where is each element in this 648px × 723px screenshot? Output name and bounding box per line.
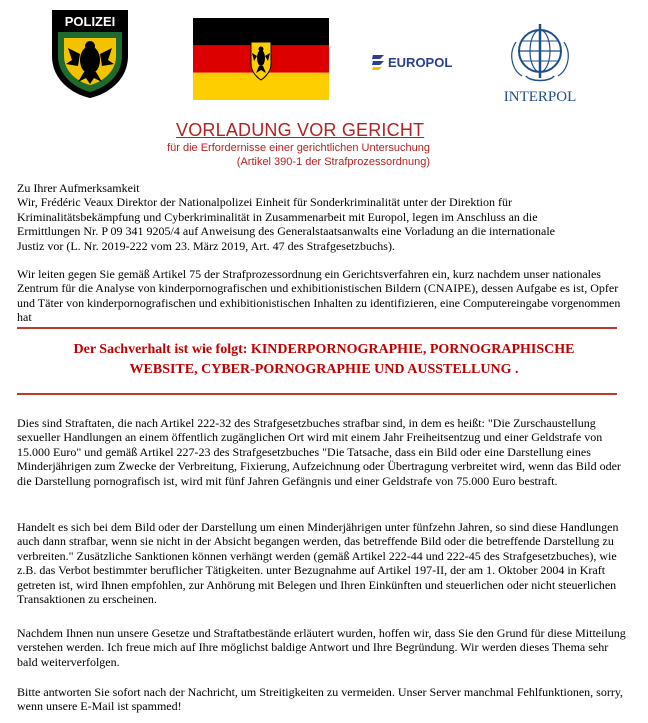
attention-line: Justiz vor (L. Nr. 2019-222 vom 23. März 2019, Art. 47 des Strafgesetzbuchs). [17,238,395,253]
facts-line: Der Sachverhalt ist wie folgt: KINDERPORNOGRAPHIE, PORNOGRAPHISCHE [73,342,575,357]
attention-line: Wir, Frédéric Veaux Direktor der Nationalpolizei Einheit für Sonderkriminalität unter der Direktion für [17,195,512,210]
divider-top [17,327,617,329]
followup-paragraph: Nachdem Ihnen nun unsere Gesetze und Straftatbestände erläutert wurden, hoffen wir, dass Sie den Grund für diese Mitteilung verstehen werden. Ich freue mich auf Ihre möglichst baldige Antwort und Ihre Begründung. Wir werden dieses Thema sehr bald weiterverfolgen. [17,626,626,669]
offenses-paragraph: Dies sind Straftaten, die nach Artikel 222-32 des Strafgesetzbuches strafbar sind, in dem es heißt: "Die Zurschaustellung sexueller Handlungen an einem öffentlich zugänglichen Ort wird mit einem Jahr Freiheitsentzug und einer Geldstrafe von 15.000 Euro" und gemäß Artikel 227-23 des Strafgesetzbuches "Die Tatsache, dass ein Bild oder eine Darstellung eines Minderjährigen zum Zwecke der Verbreitung, Fixierung, Aufzeichnung oder Übertragung verbreitet wird, wenn das Bild oder die Darstellung pornografisch ist, wird mit fünf Jahren Gefängnis und einer Geldstrafe von 75.000 Euro bestraft. [17,416,621,488]
proceedings-paragraph: Wir leiten gegen Sie gemäß Artikel 75 der Strafprozessordnung ein Gerichtsverfahren ein, kurz nachdem unser nationales Zentrum für die Analyse von kinderpornografischen und exhibitionistischen Bildern (CNAIPE), dessen Aufgabe es ist, Opfer und Täter von kinderpornografischen und exhibitionistischen Inhalten zu identifizieren, eine Computereingabe vorgenommen hat [17,267,621,325]
police-badge-icon [50,8,130,100]
police-badge-label: POLIZEI [64,14,116,29]
interpol-label: INTERPOL [503,89,577,105]
page-title: VORLADUNG VOR GERICHT [176,120,425,140]
attention-line: Ermittlungen Nr. P 09 341 9205/4 auf Anweisung des Generalstaatsanwalts eine Vorladung an die internationale [17,224,555,239]
facts-statement [17,340,631,380]
interpol-logo-icon [490,22,590,106]
europol-logo-icon [372,48,474,74]
german-flag-icon [193,18,329,100]
minors-paragraph: Handelt es sich bei dem Bild oder der Darstellung um einen Minderjährigen unter fünfzehn Jahren, so sind diese Handlungen auch dann strafbar, wenn sie nicht in der Absicht begangen werden, das betreffende Bild oder die betreffende Darstellung zu verbreiten." Zusätzliche Sanktionen können verhängt werden (gemäß Artikel 222-44 und 222-45 des Strafgesetzbuches), wie z.B. das Verbot bestimmter beruflicher Tätigkeiten. unter Bezugnahme auf Artikel 197-II, der am 1. Oktober 2004 in Kraft getreten ist, wird Ihnen empfohlen, zur Anhörung mit Belegen und Ihren Einkünften und steuerlichen oder nicht steuerlichen Transaktionen zu erscheinen. [17,520,619,607]
facts-line: WEBSITE, CYBER-PORNOGRAPHIE UND AUSSTELLUNG . [129,362,519,377]
closing-paragraph: Bitte antworten Sie sofort nach der Nachricht, um Streitigkeiten zu vermeiden. Unser Server manchmal Fehlfunktionen, sorry, wenn unsere E-Mail ist spammed! [17,685,624,714]
subtitle-line-2: (Artikel 390-1 der Strafprozessordnung) [236,156,430,168]
europol-label: EUROPOL [388,55,453,70]
divider-bottom [17,393,617,395]
attention-paragraph [17,181,631,253]
header-logos [0,0,648,110]
subtitle-line-1: für die Erfordernisse einer gerichtlichen Untersuchung [167,142,430,154]
salutation: Zu Ihrer Aufmerksamkeit [17,181,140,195]
attention-line: Kriminalitätsbekämpfung und Cyberkriminalität in Zusammenarbeit mit Europol, legen im Anschluss an die [17,209,538,224]
